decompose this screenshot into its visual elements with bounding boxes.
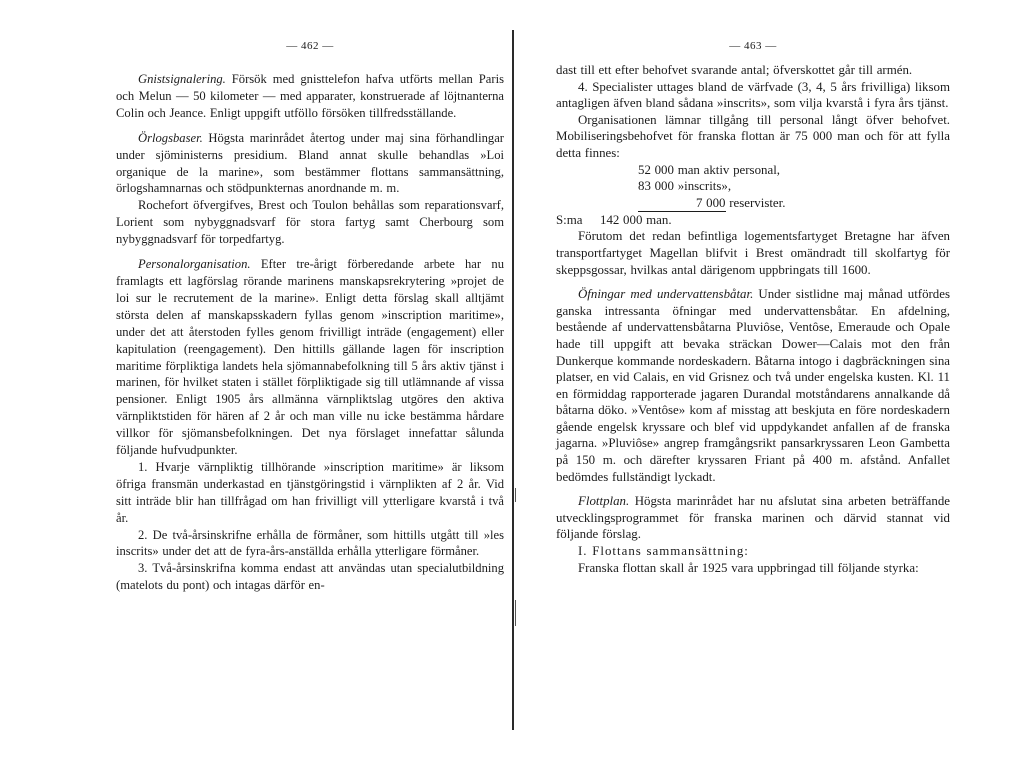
paragraph-flottplan: [556, 493, 950, 543]
paragraph-text: Högsta marinrådet återtog under maj sina förhandlingar under sjöministerns presidium. Bland annat skulle behandlas »Loi organique de la marine», som bestämmer flottans sammansättning, örlogshamnarnas och stödpunkternas anordnande m. m.: [116, 130, 504, 196]
allocation-number: 7 000: [696, 195, 726, 210]
paragraph-text: Högsta marinrådet har nu afslutat sina arbeten beträffande utvecklingsprogrammet för franska marinen och därvid stannat vid följande förslag.: [556, 494, 950, 542]
allocation-row: [638, 162, 950, 179]
sum-unit: man.: [646, 212, 672, 227]
right-page: [556, 0, 950, 762]
gutter-mark: [515, 600, 516, 626]
paragraph-ofningar: [556, 286, 950, 485]
section-heading: Flottplan.: [578, 494, 630, 509]
allocation-number: 83 000: [638, 179, 674, 194]
paragraph-point-2: 2. De två-årsinskrifne erhålla de förmåner, som hittills utgått till »les inscrits» under det att de fyra-års-anställda erhålla ytterligare förmåner.: [116, 527, 504, 559]
allocation-row: [638, 195, 950, 212]
allocation-row: [638, 178, 950, 195]
paragraph-orlogsbaser: [116, 130, 504, 198]
paragraph-point-1: 1. Hvarje värnpliktig tillhörande »inscription maritime» är liksom öfriga fransmän underkastad en tjänstgöringstid i värnplikten af 2 år. Vid sitt inträde blir han tillfrågad om han frivilligt vill ytterligare kvarstå i två år.: [116, 459, 504, 525]
section-heading: Örlogsbaser.: [138, 130, 203, 145]
paragraph-gnistsignalering: [116, 71, 504, 122]
paragraph-organisationen: Organisationen lämnar tillgång till personal långt öfver behofvet. Mobiliseringsbehofvet för franska flottan är 75 000 man och för att fylla detta finnes:: [556, 112, 950, 160]
paragraph-point-4: 4. Specialister uttages bland de värfvade (3, 4, 5 års frivilliga) liksom antagligen äfven bland sådana »inscrits», som vilja kvarstå i fyra års tjänst.: [556, 79, 950, 111]
page-number-right: — 463 —: [729, 40, 777, 52]
left-column: [116, 71, 504, 594]
book-gutter: [512, 30, 514, 730]
section-heading: Öfningar med undervattensbåtar.: [578, 287, 754, 302]
allocation-label: reservister.: [729, 195, 786, 210]
section-heading: Personalorganisation.: [138, 257, 251, 272]
allocation-label: man aktiv personal,: [677, 162, 780, 177]
paragraph-text: Försök med gnisttelefon hafva utförts mellan Paris och Melun — 50 kilometer — med apparater, konstruerade af löjtnanterna Colin och Jeance. Enligt uppgift utföllo försöken tillfredsställande.: [116, 72, 504, 120]
paragraph-point-3: 3. Två-årsinskrifna komma endast att användas utan specialutbildning (matelots du pont) och intagas därför en-: [116, 561, 504, 593]
paragraph-rochefort: Rochefort öfvergifves, Brest och Toulon behållas som reparationsvarf, Lorient som nybyggnadsvarf för stora fartyg samt Cherbourg som nybyggnadsvarf för torpedfartyg.: [116, 198, 504, 247]
personnel-allocation-list: [638, 162, 950, 212]
paragraph-franska-flottan: Franska flottan skall år 1925 vara uppbringad till följande styrka:: [578, 560, 919, 575]
allocation-number: 52 000: [638, 162, 674, 177]
paragraph-text: Under sistlidne maj månad utfördes ganska intressanta öfningar med undervattensbåtar. En afdelning, bestående af undervattensbåtarna Pluviôse, Ventôse, Emeraude och Opale hade till uppgift att bevaka sträckan Dower—Calais mot den från Dunkerque kommande nordeskadern. Båtarna intogo i dagbräckningen sina platser, en vid Calais, en vid Grisnez och två under engelska kusten. Kl. 11 en förmiddag rapporterade jagaren Durandal motståndarens annalkande då båtarna döko. »Ventôse» kom af misstag att beskjuta en före nordeskadern gående engelsk kryssare och blef vid uppdykandet anfallen af de franska jagarna. »Pluviôse» angrep framgångsrikt pansarkryssaren Leon Gambetta på 150 m. och därefter kryssaren Friant på 400 m. afstånd. Anfallet bedömdes fullständigt lyckadt.: [556, 287, 950, 484]
paragraph-personalorganisation: [116, 256, 504, 459]
sum-label: S:ma: [556, 212, 583, 227]
allocation-sum: [556, 212, 950, 229]
section-heading: Gnistsignalering.: [138, 72, 226, 86]
paragraph-text: Efter tre-årigt förberedande arbete har nu framlagts ett lagförslag rörande marinens manskapsrekrytering »projet de loi sur le recrutement de la marine». Enligt detta förslag skall alltjämt största delen af manskapsskadern fyllas genom »inscription maritime», under det att återstoden fylles genom frivilligt inträde (engagement) eller kapitulation (reengagement). Den hittills gällande lagen för inscription maritime förpliktiga landets hela sjömannabefolkning till 5 års aktiv tjänst i marinen, för hvilket staten i stället förpliktigade sig till utlämnande af vissa pensioner. Enligt 1905 års allmänna värnpliktslag utgöres den aktiva värnpliktstiden för hären af 2 år och man ville nu icke bestämma hårdare villkor för sjömansbefolkningen. Det nya förslaget innefattar sålunda följande hufvudpunkter.: [116, 257, 504, 458]
sum-value: 142 000: [600, 212, 643, 227]
paragraph-continuation: dast till ett efter behofvet svarande antal; öfverskottet går till armén.: [556, 63, 913, 77]
page-number-left: — 462 —: [286, 40, 334, 52]
paragraph-flottans-sammansattning: I. Flottans sammansättning:: [578, 544, 749, 559]
left-page: [116, 0, 504, 762]
right-column: [556, 62, 950, 576]
gutter-mark: [515, 488, 516, 502]
paragraph-bretagne: Förutom det redan befintliga logementsfartyget Bretagne har äfven transportfartyget Magellan blifvit i Brest omändradt till skolfartyg för skeppsgossar, hvilkas antal därigenom uppbringats till 1600.: [556, 229, 950, 277]
allocation-label: »inscrits»,: [677, 179, 732, 194]
